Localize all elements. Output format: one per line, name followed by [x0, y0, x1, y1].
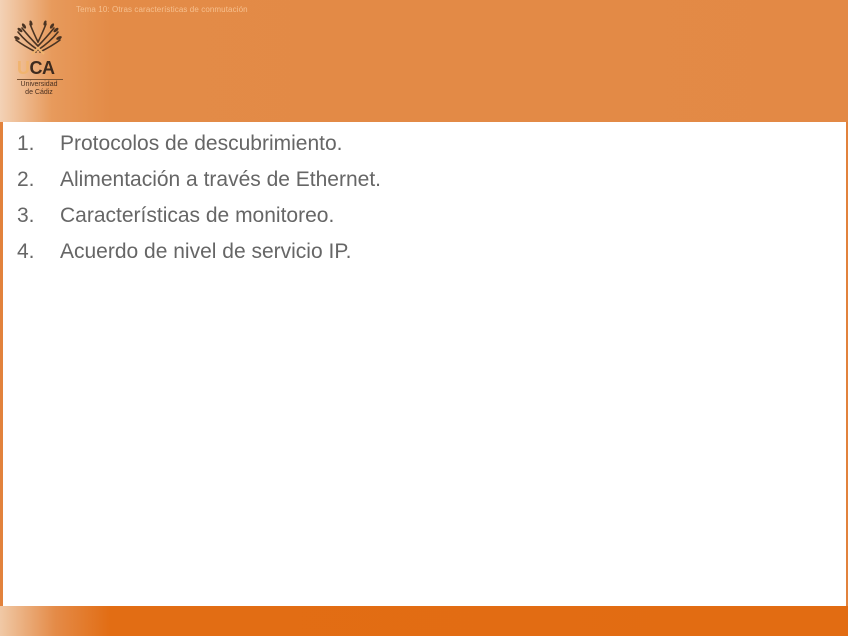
logo-wordmark: [17, 58, 55, 78]
content-area: [3, 122, 846, 606]
footer-band: [0, 606, 848, 636]
list-item-number: 1.: [17, 132, 35, 155]
list-item-number: 3.: [17, 204, 35, 227]
slide-breadcrumb: Tema 10: Otras características de conmutación: [76, 5, 248, 14]
logo-line-2: de Cádiz: [25, 89, 53, 96]
list-item-text: Características de monitoreo.: [60, 204, 335, 227]
list-item-number: 4.: [17, 240, 35, 263]
list-item-text: Alimentación a través de Ethernet.: [60, 168, 382, 191]
logo-letters-ca: CA: [29, 58, 55, 78]
list-item-text: Protocolos de descubrimiento.: [60, 132, 343, 155]
list-item-number: 2.: [17, 168, 35, 191]
list-item-text: Acuerdo de nivel de servicio IP.: [60, 240, 352, 263]
uca-logo: [8, 20, 68, 104]
header-band: [0, 0, 848, 122]
logo-line-1: Universidad: [20, 81, 58, 88]
laurel-icon: [8, 20, 68, 60]
logo-subtitle: [8, 81, 70, 97]
logo-divider: [17, 79, 63, 80]
logo-letter-u: U: [17, 58, 30, 78]
